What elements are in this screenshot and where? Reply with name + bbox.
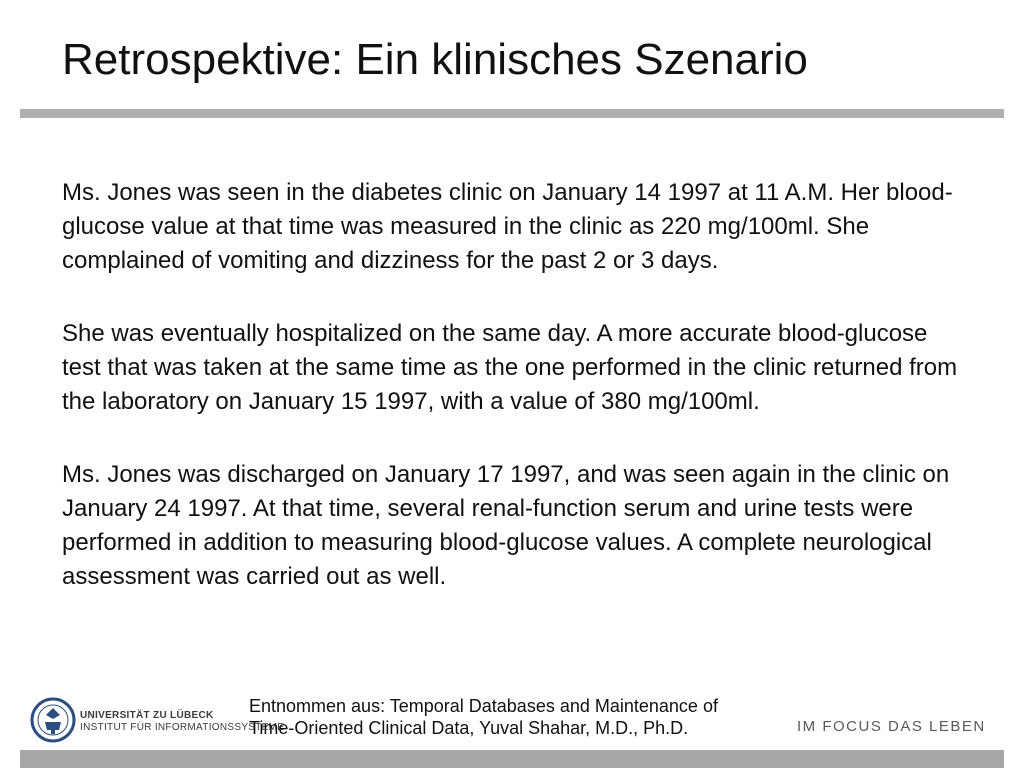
university-logo [30,695,285,750]
source-citation [249,695,718,739]
paragraph-hospitalization: She was eventually hospitalized on the same day. A more accurate blood-glucose test that was taken at the same time as the one performed in the clinic returned from the laboratory on January 15 1997, with a value of 380 mg/100ml. [62,320,958,415]
university-name: UNIVERSITÄT ZU LÜBECK [80,710,214,721]
footer-bar [20,750,1004,768]
paragraph-discharge: Ms. Jones was discharged on January 17 1997, and was seen again in the clinic on January 24 1997. At that time, several renal-function serum and urine tests were performed in addition to measuring blood-glucose values. A complete neurological assessment was carried out as well. [62,461,950,590]
source-line-2: Time-Oriented Clinical Data, Yuval Shahar, M.D., Ph.D. [249,718,689,738]
slogan: IM FOCUS DAS LEBEN [797,718,986,735]
institute-name: INSTITUT FÜR INFORMATIONSSYSTEME [80,722,285,733]
slide-body [62,176,967,633]
title-divider [20,109,1004,118]
source-line-1: Entnommen aus: Temporal Databases and Maintenance of [249,696,718,716]
paragraph-clinic-visit: Ms. Jones was seen in the diabetes clinic on January 14 1997 at 11 A.M. Her blood-glucose value at that time was measured in the clinic as 220 mg/100ml. She complained of vomiting and dizziness for the past 2 or 3 days. [62,179,953,274]
slide-title: Retrospektive: Ein klinisches Szenario [62,35,808,84]
university-seal-icon [30,695,76,745]
